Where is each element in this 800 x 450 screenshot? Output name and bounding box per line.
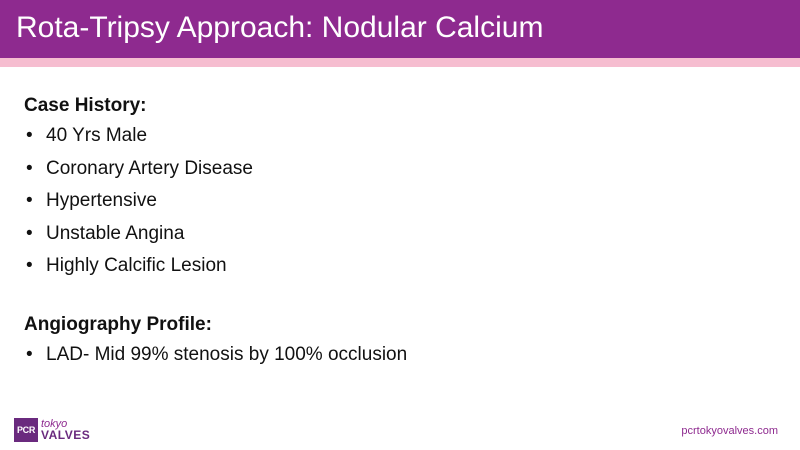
list-item <box>24 157 784 181</box>
list-item <box>24 254 784 278</box>
bullet-list <box>24 343 784 367</box>
bullet-icon: • <box>26 222 33 244</box>
section-heading: Angiography Profile: <box>24 313 212 335</box>
footer-url: pcrtokyovalves.com <box>681 425 778 437</box>
logo-wordmark <box>41 419 90 441</box>
pcr-tokyo-valves-logo <box>14 418 90 442</box>
bullet-icon: • <box>26 255 33 276</box>
list-item-text: LAD- Mid 99% stenosis by 100% occlusion <box>46 343 408 365</box>
list-item-text: Hypertensive <box>46 190 157 211</box>
list-item-text: Coronary Artery Disease <box>46 157 253 179</box>
section-heading: Case History: <box>24 95 147 116</box>
bullet-icon: • <box>26 125 33 146</box>
list-item <box>24 124 784 148</box>
section-spacer <box>24 287 784 313</box>
list-item <box>24 189 784 213</box>
slide-content <box>24 94 784 375</box>
accent-strip <box>0 58 800 67</box>
section-angiography-profile <box>24 313 784 367</box>
bullet-icon: • <box>26 157 33 179</box>
list-item <box>24 222 784 246</box>
list-item-text: 40 Yrs Male <box>46 125 148 146</box>
bullet-list <box>24 124 784 278</box>
bullet-icon: • <box>26 343 33 365</box>
bullet-icon: • <box>26 190 33 211</box>
title-bar <box>0 0 800 58</box>
logo-line-tokyo: tokyo <box>41 418 68 430</box>
section-case-history <box>24 94 784 278</box>
logo-line-valves: VALVES <box>41 428 91 442</box>
list-item-text: Unstable Angina <box>46 222 185 244</box>
slide-title: Rota-Tripsy Approach: Nodular Calcium <box>16 11 544 44</box>
logo-box: PCR <box>14 418 38 442</box>
list-item-text: Highly Calcific Lesion <box>46 255 227 276</box>
list-item <box>24 343 784 367</box>
